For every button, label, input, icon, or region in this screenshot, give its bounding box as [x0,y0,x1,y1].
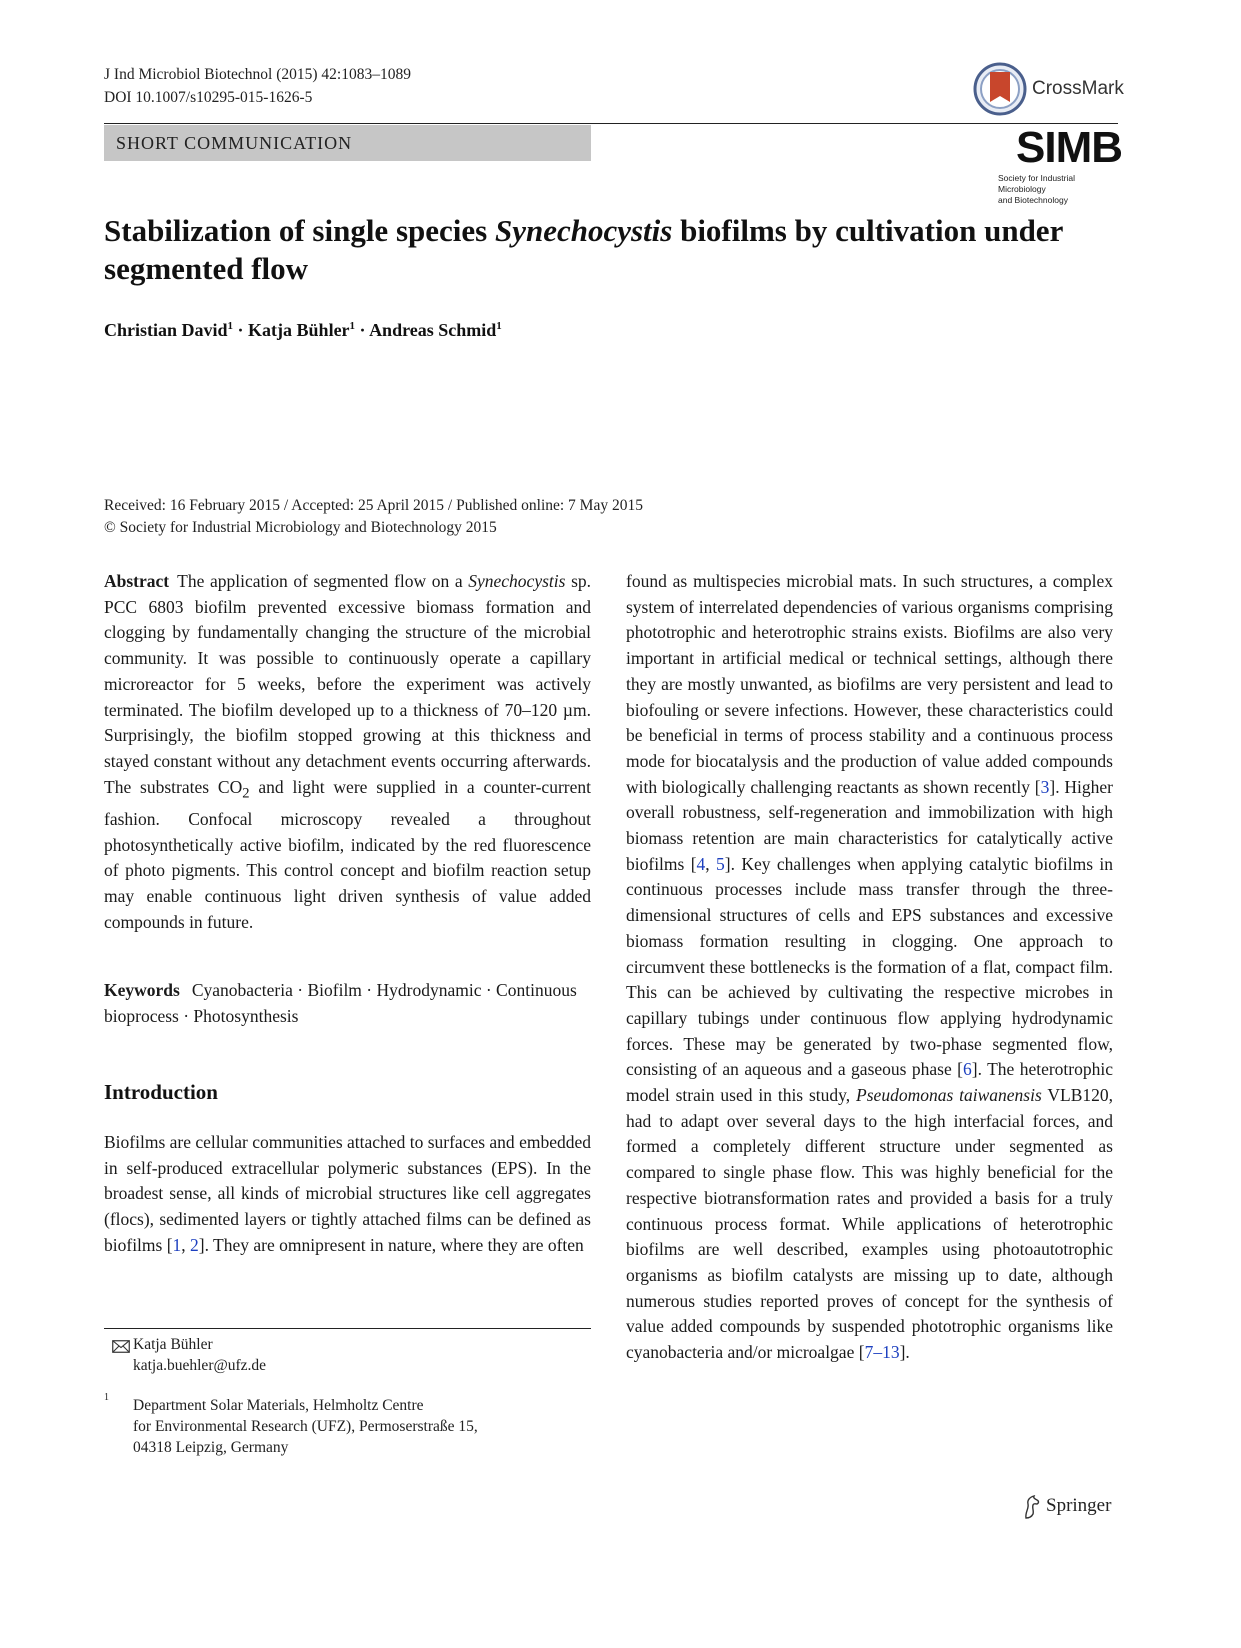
body-text: VLB120, had to adapt over several days to the high interfacial forces, and formed a completely different structure under segmented as compared to single phase flow. This was highly beneficial for the respective biotransformation rates and provided a basis for a truly continuous process format. While applications of heterotrophic biofilms are well described, examples using photoautotrophic organisms as biofilm catalysts are missing up to date, although numerous studies reported proves of concept for the synthesis of value added compounds by suspended phototrophic organisms like cyanobacteria and/or microalgae [ [626,1085,1113,1363]
species-italic: Pseudomonas taiwanensis [856,1085,1042,1106]
abstract-italic: Synechocystis [468,571,566,591]
citation-link[interactable]: 4 [696,853,706,874]
author-name[interactable]: Katja Bühler [248,320,350,340]
keywords-label: Keywords [104,980,180,1000]
section-banner: SHORT COMMUNICATION [104,125,591,161]
abstract [104,569,591,935]
abstract-text: sp. PCC 6803 biofilm prevented excessive biomass formation and clogging by fundamentally changing the structure of the microbial community. It was possible to continuously operate a capillary microreactor for 5 weeks, before the experiment was actively terminated. The biofilm developed up to a thickness of 70–120 µm. Surprisingly, the biofilm stopped growing at this thickness and stayed constant without any detachment events occurring afterwards. The substrates CO [104,571,592,797]
header-rule [104,123,1118,124]
springer-logo [1020,1494,1120,1522]
doi-line: DOI 10.1007/s10295-015-1626-5 [104,89,313,106]
springer-label: Springer [1046,1495,1112,1516]
title-text-1: Stabilization of single species [104,213,495,248]
simb-subtitle-line-2: and Biotechnology [998,195,1068,205]
author-separator: · [355,320,370,340]
body-text: ]. Higher overall robustness, self-regeneration and immobilization with high biomass retention are main characteristics for catalytically active biofilms [ [626,776,1113,874]
body-text: , [705,853,717,874]
abstract-subscript: 2 [242,785,250,802]
citation-link[interactable]: 6 [963,1059,972,1080]
citation-link[interactable]: 2 [190,1234,199,1255]
intro-text: ]. They are omnipresent in nature, where they are often [198,1234,584,1255]
body-text: found as multispecies microbial mats. In such structures, a complex system of interrelated dependencies of various organisms comprising phototrophic and heterotrophic strains exists. Biofilms are also very important in artificial medical or technical settings, although there they are mostly unwanted, as biofilms are very persistent and lead to biofouling or severe infections. However, these characteristics could be beneficial in terms of process stability and a continuous process mode for biocatalysis and the production of value added compounds with biologically challenging reactants as shown recently [ [626,571,1113,797]
affiliation-number: 1 [104,1392,109,1403]
abstract-label: Abstract [104,571,170,591]
affiliation [133,1395,478,1458]
article-title [104,212,1064,288]
affiliation-line: Department Solar Materials, Helmholtz Centre [133,1397,424,1414]
crossmark-icon [972,62,1030,116]
citation-link[interactable]: 1 [172,1234,182,1255]
author-name[interactable]: Christian David [104,320,228,340]
author-separator: · [233,320,249,340]
body-text-right-column [626,569,1113,1366]
author-name[interactable]: Andreas Schmid [369,320,497,340]
corresponding-author [133,1334,266,1376]
author-affiliation: 1 [349,320,356,332]
body-text: ]. The heterotrophic model strain used in this study, [626,1059,1114,1106]
author-affiliation: 1 [496,320,502,332]
title-text-2: biofilms by cultivation under segmented flow [104,213,1063,286]
crossmark-badge[interactable] [972,62,1122,116]
intro-text: , [181,1234,191,1255]
body-text: ]. Key challenges when applying catalytic biofilms in continuous processes include mass transfer through the three-dimensional structures of cells and EPS substances and excessive biomass formation resulting in clogging. One approach to circumvent these bottlenecks is the formation of a flat, compact film. This can be achieved by cultivating the respective microbes in capillary tubings under continuous flow applying hydrodynamic forces. These may be generated by two-phase segmented flow, consisting of an aqueous and a gaseous phase [ [626,853,1113,1080]
author-affiliation: 1 [227,320,234,332]
citation-link[interactable]: 7–13 [864,1342,900,1363]
keywords-text: Cyanobacteria · Biofilm · Hydrodynamic · Continuous bioprocess · Photosynthesis [104,980,577,1026]
springer-horse-icon [1020,1494,1044,1520]
introduction-heading: Introduction [104,1080,218,1104]
title-italic: Synechocystis [494,213,673,248]
contact-name: Katja Bühler [133,1336,213,1353]
copyright-line: © Society for Industrial Microbiology and Biotechnology 2015 [104,519,497,536]
introduction-text [104,1130,591,1259]
contact-email[interactable]: katja.buehler@ufz.de [133,1357,267,1374]
citation-link[interactable]: 5 [716,853,725,874]
envelope-icon [112,1340,130,1353]
abstract-text: The application of segmented flow on a [177,571,469,591]
simb-logo-text: SIMB [1016,123,1122,172]
simb-subtitle [998,173,1122,206]
dates-line: Received: 16 February 2015 / Accepted: 25 April 2015 / Published online: 7 May 2015 [104,497,643,514]
simb-logo [996,123,1122,206]
intro-text: Biofilms are cellular communities attached to surfaces and embedded in self-produced extracellular polymeric substances (EPS). In the broadest sense, all kinds of microbial structures like cell aggregates (flocs), sedimented layers or tightly attached films can be defined as biofilms [ [104,1132,591,1255]
affiliation-line: 04318 Leipzig, Germany [133,1439,289,1456]
author-list [104,320,502,341]
abstract-text: and light were supplied in a counter-current fashion. Confocal microscopy revealed a throughout photosynthetically active biofilm, indicated by the red fluorescence of photo pigments. This control concept and biofilm reaction setup may enable continuous light driven synthesis of value added compounds in future. [104,776,591,932]
keywords [104,978,591,1029]
journal-citation [104,63,411,109]
publication-dates [104,495,643,539]
citation-link[interactable]: 3 [1040,776,1050,797]
affiliation-line: for Environmental Research (UFZ), Permoserstraße 15, [133,1418,478,1435]
simb-subtitle-line-1: Society for Industrial Microbiology [998,173,1076,194]
body-text: ]. [899,1342,910,1363]
crossmark-label: CrossMark [1032,78,1124,99]
footnote-rule [104,1328,591,1329]
journal-line: J Ind Microbiol Biotechnol (2015) 42:1083–1089 [104,66,411,83]
